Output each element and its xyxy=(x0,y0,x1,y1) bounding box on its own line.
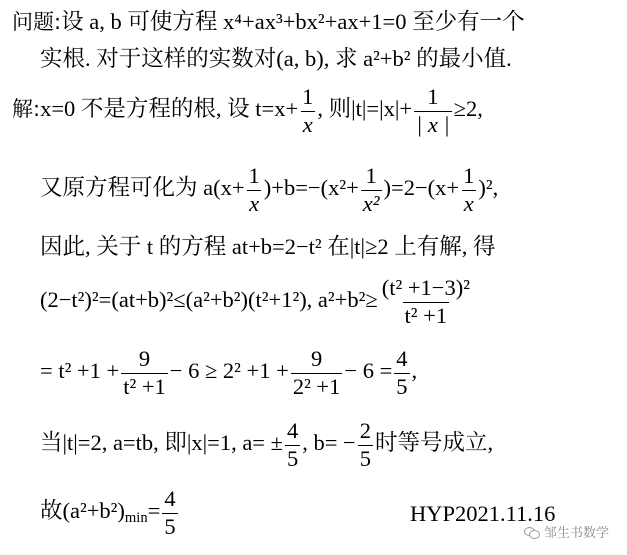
problem-line-2: 实根. 对于这样的实数对(a, b), 求 a²+b² 的最小值. xyxy=(40,46,512,71)
sol-l2-a: 又原方程可化为 a(x+ xyxy=(40,175,245,201)
solution-line-2 xyxy=(40,165,498,215)
watermark-text: 邹生书数学 xyxy=(543,526,609,541)
wechat-icon xyxy=(524,526,540,538)
problem-label: 问题: xyxy=(12,10,62,34)
sol-l7-b: = xyxy=(147,498,161,524)
solution-line-5 xyxy=(40,348,417,398)
fraction-1-over-x2: $\frac{1}{\text{x²}}$ xyxy=(362,163,380,216)
solution-line-1 xyxy=(12,86,483,136)
sol-l7-a: 故(a²+b²) xyxy=(40,498,125,524)
sol-l1-b: , 则|t|=|x|+ xyxy=(317,96,413,122)
fraction-1-over-x-3: $\frac{1}{x}$ xyxy=(463,163,475,216)
watermark xyxy=(524,522,609,541)
fraction-1-over-absx: $\frac{1}{| x |}$ xyxy=(416,84,450,137)
sol-l1-a: x=0 不是方程的根, 设 t=x+ xyxy=(40,96,299,122)
sol-l6-a: 当|t|=2, a=tb, 即|x|=1, a= ± xyxy=(40,430,283,456)
sol-l1-c: ≥2, xyxy=(453,96,483,122)
solution-label: 解: xyxy=(12,97,41,122)
sol-l6-c: 时等号成立, xyxy=(375,430,494,456)
fraction-9-over-t2p1: $\frac{9}{\text{t² +1}}$ xyxy=(123,346,166,399)
sol-l2-d: )², xyxy=(478,175,499,201)
solution-line-4 xyxy=(40,277,474,327)
problem-text-1: 设 a, b 可使方程 x⁴+ax³+bx²+ax+1=0 至少有一个 xyxy=(61,9,525,34)
sol-l2-c: )=2−(x+ xyxy=(383,175,460,201)
signature: HYP2021.11.16 xyxy=(410,501,556,526)
fraction-4-over-5-b: $\frac{4}{5}$ xyxy=(286,418,299,471)
sol-l7-sub: min xyxy=(124,510,148,527)
fraction-main-bound: $\frac{\text{(t² +1−3)²}}{\text{t² +1}}$ xyxy=(381,275,470,328)
solution-line-7 xyxy=(40,488,180,538)
fraction-9-over-22p1: $\frac{9}{\text{2² +1}}$ xyxy=(292,346,341,399)
fraction-2-over-5: $\frac{2}{5}$ xyxy=(359,418,371,471)
solution-line-3: 因此, 关于 t 的方程 at+b=2−t² 在|t|≥2 上有解, 得 xyxy=(40,234,496,259)
sol-l6-b: , b= − xyxy=(302,430,356,456)
fraction-4-over-5: $\frac{4}{5}$ xyxy=(396,346,408,399)
sol-l2-b: )+b=−(x²+ xyxy=(263,175,359,201)
problem-line-1 xyxy=(12,11,525,34)
sol-l5-b: − 6 ≥ 2² +1 + xyxy=(169,358,289,384)
sol-l5-d: , xyxy=(411,358,418,384)
sol-l5-c: − 6 = xyxy=(344,358,393,384)
fraction-4-over-5-c: $\frac{4}{5}$ xyxy=(164,486,176,539)
fraction-1-over-x: $\frac{1}{x}$ xyxy=(302,84,314,137)
sol-l5-a: = t² +1 + xyxy=(40,358,120,384)
fraction-1-over-x-2: $\frac{1}{x}$ xyxy=(248,163,260,216)
sol-l4-a: (2−t²)²=(at+b)²≤(a²+b²)(t²+1²), a²+b²≥ xyxy=(40,287,378,313)
solution-line-6 xyxy=(40,420,493,470)
